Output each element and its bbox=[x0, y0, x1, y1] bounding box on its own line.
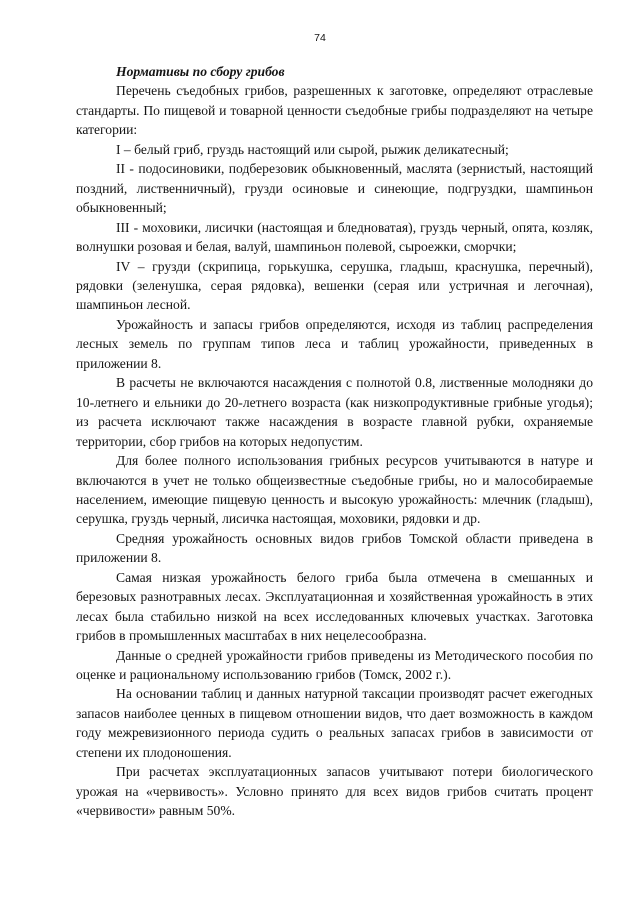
paragraph-average-yield: Средняя урожайность основных видов грибов Томской области приведена в приложении 8. bbox=[76, 530, 593, 566]
page-number: 74 bbox=[314, 32, 326, 44]
paragraph-yield-determination: Урожайность и запасы грибов определяются, исходя из таблиц распределения лесных земель по группам типов леса и таблиц урожайности, приведенных в приложении 8. bbox=[76, 316, 593, 371]
paragraph-lowest-yield: Самая низкая урожайность белого гриба была отмечена в смешанных и березовых разнотравных лесах. Эксплуатационная и хозяйственная урожайность в этих лесах была стабильно низкой на всех исследованных ключевых участках. Заготовка грибов в промышленных масштабах в них нецелесообразна. bbox=[76, 569, 593, 644]
paragraph-full-use: Для более полного использования грибных ресурсов учитываются в натуре и включаются в учет не только общеизвестные съедобные грибы, но и малособираемые населением, имеющие пищевую ценность и высокую урожайность: млечник (гладыш), серушка, груздь черный, лисичка настоящая, моховики, рядовки и др. bbox=[76, 453, 593, 527]
paragraph-exclusions: В расчеты не включаются насаждения с полнотой 0.8, лиственные молодняки до 10-летнего и ельники до 20-летнего возраста (как низкопродуктивные грибные угодья); из расчета исключают также насаждения в возрасте главной рубки, охраняемые территории, сбор грибов на которых недопустим. bbox=[76, 375, 593, 449]
paragraph-annual-stock: На основании таблиц и данных натурной таксации производят расчет ежегодных запасов наиболее ценных в пищевом отношении видов, что дает возможность в каждом году межревизионного периода судить о реальных запасах грибов в зависимости от степени их плодоношения. bbox=[76, 686, 593, 760]
section-heading: Нормативы по сбору грибов bbox=[116, 64, 285, 79]
paragraph-category-3: III - моховики, лисички (настоящая и бледноватая), груздь черный, опята, козляк, волнушки розовая и белая, валуй, шампиньон полевой, сыроежки, сморчки; bbox=[76, 219, 593, 255]
paragraph-data-source: Данные о средней урожайности грибов приведены из Методического пособия по оценке и рациональному использованию грибов (Томск, 2002 г.). bbox=[76, 647, 593, 683]
paragraph-category-2: II - подосиновики, подберезовик обыкновенный, маслята (зернистый, настоящий поздний, лиственничный), грузди осиновые и синеющие, подгруздки, шампиньон обыкновенный; bbox=[76, 161, 593, 216]
page-body bbox=[76, 62, 593, 821]
paragraph-category-1: I – белый гриб, груздь настоящий или сырой, рыжик деликатесный; bbox=[116, 141, 509, 157]
paragraph-intro: Перечень съедобных грибов, разрешенных к заготовке, определяют отраслевые стандарты. По пищевой и товарной ценности съедобные грибы подразделяют на четыре категории: bbox=[76, 83, 593, 138]
paragraph-wormy-losses: При расчетах эксплуатационных запасов учитывают потери биологического урожая на «червивость». Условно принято для всех видов грибов считать процент «червивости» равным 50%. bbox=[76, 764, 593, 819]
paragraph-category-4: IV – грузди (скрипица, горькушка, серушка, гладыш, краснушка, перечный), рядовки (зеленушка, серая рядовка), вешенки (серая или устричная и легочная), шампиньон лесной. bbox=[76, 258, 593, 313]
